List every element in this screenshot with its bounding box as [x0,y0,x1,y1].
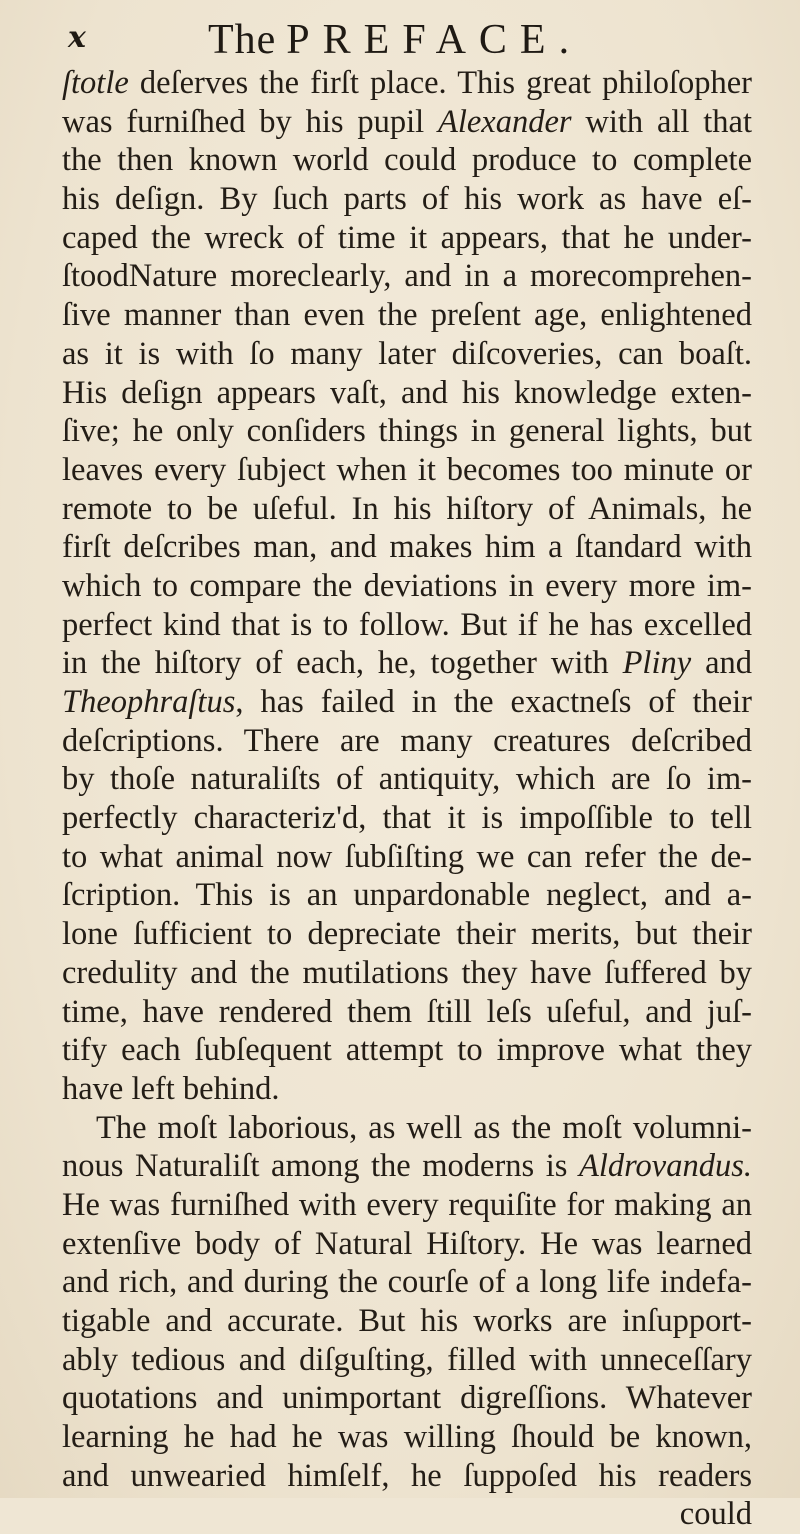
text-span: perfect kind that is to follow. But if he has excelled [62,606,752,643]
text-line [62,141,752,180]
text-line [62,954,752,993]
text-span: was furniſhed by his pupil [62,103,438,140]
text-span: ſive manner than even the preſent age, enlightened [62,297,752,334]
italic-text: Alexander [437,103,572,140]
text-span: ſtoodNature moreclearly, and in a morecomprehen- [62,258,752,295]
text-line [62,1109,752,1148]
text-span: The moſt laborious, as well as the moſt volumni- [96,1109,752,1146]
text-span: He was furniſhed with every requiſite for making an [62,1186,752,1223]
body-text [62,64,752,1534]
text-line [62,838,752,877]
text-span: to what animal now ſubſiſting we can refer the de- [62,838,752,875]
text-span: learning he had he was willing ſhould be known, [62,1419,752,1456]
text-line [62,219,752,258]
text-span: perfectly characteriz'd, that it is impoſſible to tell [62,800,752,837]
text-line [62,1341,752,1380]
text-span: by thoſe naturaliſts of antiquity, which are ſo im- [62,761,752,798]
page-header [68,12,748,62]
text-line [62,1418,752,1457]
text-line [62,1031,752,1070]
text-span: ably tedious and diſguſting, filled with unneceſſary [62,1341,752,1378]
text-span: time, have rendered them ſtill leſs uſeful, and juſ- [62,993,752,1030]
text-span: and rich, and during the courſe of a long life indefa- [62,1264,752,1301]
text-span: deſerves the firſt place. This great philoſopher [128,65,752,101]
text-line [62,490,752,529]
text-line [62,1263,752,1302]
text-span: deſcriptions. There are many creatures deſcribed [62,722,752,759]
text-line [62,606,752,645]
text-span: caped the wreck of time it appears, that he under- [62,219,752,256]
text-line [62,1147,752,1186]
text-span: and unwearied himſelf, he ſuppoſed his readers [62,1457,752,1494]
text-line [62,374,752,413]
text-line [62,915,752,954]
text-line [62,760,752,799]
text-line [62,1070,752,1109]
running-head-caps: PREFACE. [286,17,583,63]
text-line [62,1457,752,1496]
text-span: leaves every ſubject when it becomes too minute or [62,451,752,488]
italic-text: Aldrovandus. [578,1148,752,1185]
text-line [62,335,752,374]
text-span: lone ſufficient to depreciate their merits, but their [62,916,752,953]
text-span: and [691,645,752,682]
text-line [62,180,752,219]
text-line [62,64,752,103]
text-line [62,722,752,761]
text-line [62,451,752,490]
italic-text: ſtotle [62,65,129,101]
running-head-word: The [208,17,277,63]
text-line [62,257,752,296]
text-span: firſt deſcribes man, and makes him a ſtandard with [62,529,752,566]
text-span: the then known world could produce to complete [62,142,752,179]
page-number: x [68,20,86,55]
text-span: as it is with ſo many later diſcoveries, can boaſt. [62,335,752,372]
text-span: ſcription. This is an unpardonable neglect, and a- [62,877,752,914]
text-line [62,1186,752,1225]
italic-text: Theophraſtus [62,684,236,720]
text-span: tify each ſubſequent attempt to improve what they [62,1032,752,1069]
text-span: remote to be uſeful. In his hiſtory of Animals, he [62,490,752,527]
text-line [62,412,752,451]
text-span: in the hiſtory of each, he, together with [62,645,623,682]
text-span: credulity and the mutilations they have ſuffered by [62,954,752,991]
text-line [62,1302,752,1341]
text-line [62,1225,752,1264]
text-span: with all that [571,103,752,140]
text-span: extenſive body of Natural Hiſtory. He was learned [62,1225,752,1262]
text-line [62,103,752,142]
text-span: which to compare the deviations in every more im- [62,567,752,604]
text-span: ſive; he only conſiders things in general lights, but [62,413,752,450]
italic-text: Pliny [622,645,692,682]
text-line [62,799,752,838]
text-line [62,993,752,1032]
text-line [62,528,752,567]
text-line [62,296,752,335]
running-head [208,16,582,64]
text-line [62,876,752,915]
text-line [62,567,752,606]
text-span: quotations and unimportant digreſſions. Whatever [62,1380,752,1417]
text-span: , has failed in the exactneſs of their [235,684,752,720]
text-line [62,644,752,683]
text-line [62,683,752,722]
text-span: tigable and accurate. But his works are inſupport- [62,1303,752,1339]
text-span: His deſign appears vaſt, and his knowledge exten- [62,374,752,411]
text-span: have left behind. [62,1070,280,1107]
text-line [62,1379,752,1418]
catchword: could [679,1496,752,1533]
text-span: nous Naturaliſt among the moderns is [62,1148,579,1185]
text-span: his deſign. By ſuch parts of his work as have eſ- [62,181,752,218]
